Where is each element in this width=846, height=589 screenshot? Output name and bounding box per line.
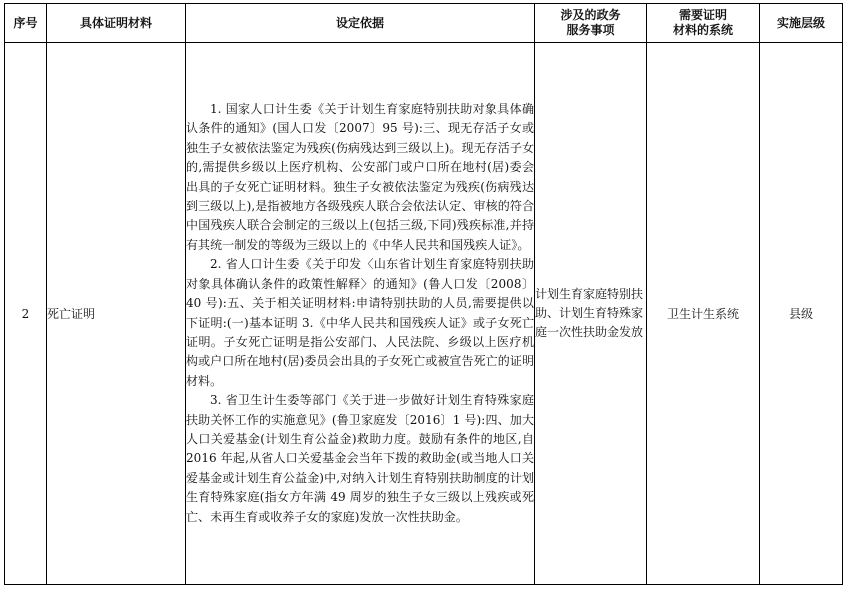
header-system-line1: 需要证明 [678,8,727,22]
row-basis [186,43,535,585]
header-system-line2: 材料的系统 [672,23,733,37]
row-material: 死亡证明 [47,43,186,585]
basis-paragraph: 1. 国家人口计生委《关于计划生育家庭特别扶助对象具体确认条件的通知》(国人口发〔2007〕95 号):三、现无存活子女或独生子女被依法鉴定为残疾(伤病残达到三级以上)。现无存活子女的,需提供乡级以上医疗机构、公安部门或户口所在地村(居)委会出具的子女死亡证明材料。独生子女被依法鉴定为残疾(伤病残达到三级以上),是指被地方各级残疾人联合会依法认定、审核的符合中国残疾人联合会制定的三级以上(包括三级,下同)残疾标准,并持有其统一制发的等级为三级以上的《中华人民共和国残疾人证》。 [186,102,534,252]
header-material: 具体证明材料 [47,4,186,43]
header-level: 实施层级 [760,4,843,43]
table-row [5,43,843,585]
basis-paragraph: 3. 省卫生计生委等部门《关于进一步做好计划生育特殊家庭扶助关怀工作的实施意见》(鲁卫家庭发〔2016〕1 号):四、加大人口关爱基金(计划生育公益金)救助力度。鼓励有条件的地区,自 2016 年起,从省人口关爱基金会当年下拨的救助金(或当地人口关爱基金或计划生育公益金)中,对纳入计划生育特别扶助制度的计划生育特殊家庭(指女方年满 49 周岁的独生子女三级以上残疾或死亡、未再生育或收养子女的家庭)发放一次性扶助金。 [186,393,534,524]
header-row [5,4,843,43]
header-service [535,4,647,43]
header-service-line2: 服务事项 [566,23,615,37]
certificate-table [4,3,843,585]
row-system: 卫生计生系统 [647,43,760,585]
header-system [647,4,760,43]
basis-paragraph: 2. 省人口计生委《关于印发〈山东省计划生育家庭特别扶助对象具体确认条件的政策性解释〉的通知》(鲁人口发〔2008〕40 号):五、关于相关证明材料:申请特别扶助的人员,需要提供以下证明:(一)基本证明 3.《中华人民共和国残疾人证》或子女死亡证明。子女死亡证明是指公安部门、人民法院、乡级以上医疗机构或户口所在地村(居)委员会出具的子女死亡或被宣告死亡的证明材料。 [186,257,534,388]
header-basis: 设定依据 [186,4,535,43]
row-service: 计划生育家庭特别扶助、计划生育特殊家庭一次性扶助金发放 [535,43,647,585]
row-seq: 2 [5,43,47,585]
row-level: 县级 [760,43,843,585]
header-seq: 序号 [5,4,47,43]
header-service-line1: 涉及的政务 [560,8,621,22]
